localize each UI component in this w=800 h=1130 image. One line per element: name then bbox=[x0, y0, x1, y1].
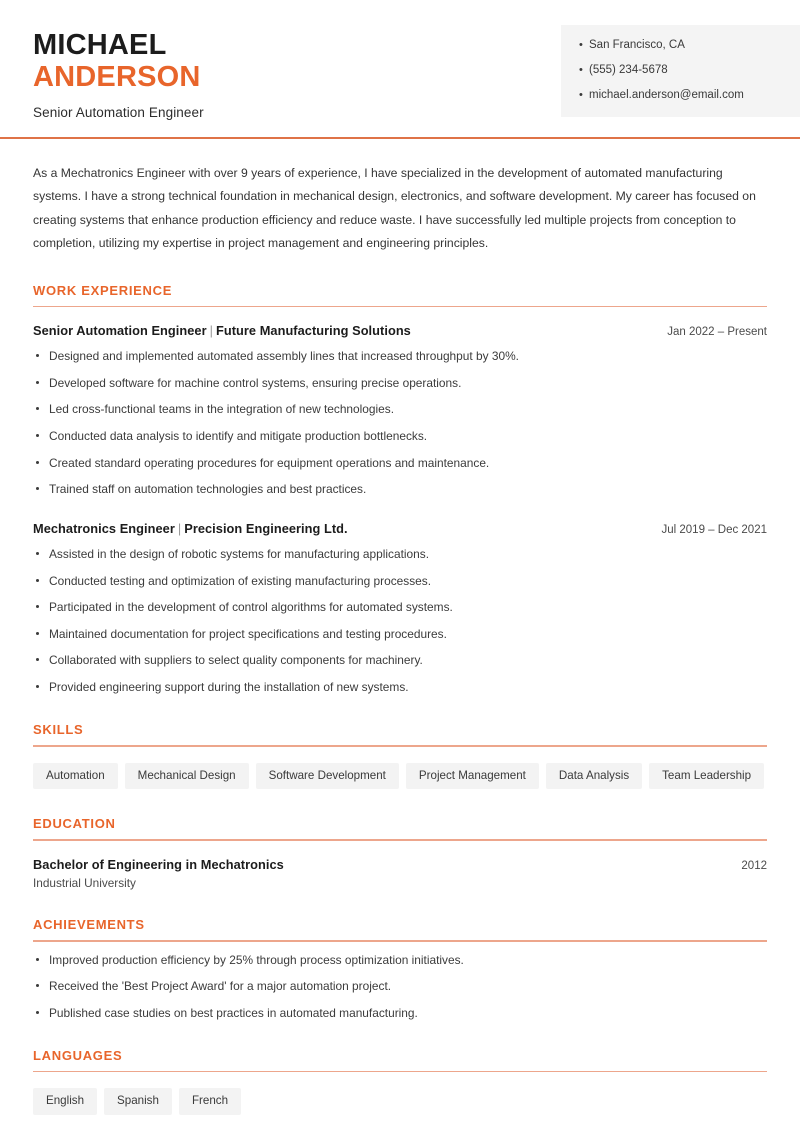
list-item: Developed software for machine control systems, ensuring precise operations. bbox=[33, 375, 767, 391]
experience-company: Future Manufacturing Solutions bbox=[215, 323, 411, 339]
contact-location-text: San Francisco, CA bbox=[589, 39, 685, 51]
list-item: Improved production efficiency by 25% through process optimization initiatives. bbox=[33, 952, 767, 968]
contact-phone-text: (555) 234-5678 bbox=[589, 63, 668, 76]
section-title-languages: LANGUAGES bbox=[33, 1047, 123, 1063]
skill-chip: Team Leadership bbox=[649, 763, 764, 790]
title-separator: | bbox=[177, 521, 182, 537]
identity-block bbox=[0, 25, 204, 120]
experience-entry bbox=[33, 323, 767, 497]
education-institution: Industrial University bbox=[33, 875, 136, 890]
section-divider bbox=[33, 940, 767, 942]
skill-chip: Automation bbox=[33, 763, 118, 790]
section-divider bbox=[33, 839, 767, 841]
skill-chip: Project Management bbox=[406, 763, 539, 790]
resume-body bbox=[0, 162, 800, 1115]
education-entry bbox=[33, 857, 767, 890]
experience-bullet-list bbox=[33, 546, 767, 695]
experience-date: Jan 2022 – Present bbox=[667, 326, 767, 339]
first-name: MICHAEL bbox=[33, 29, 167, 61]
list-item: Trained staff on automation technologies and best practices. bbox=[33, 481, 767, 497]
list-item: Assisted in the design of robotic systems for manufacturing applications. bbox=[33, 546, 767, 562]
section-skills bbox=[33, 722, 767, 789]
experience-bullet-list bbox=[33, 348, 767, 497]
contact-email-text: michael.anderson@email.com bbox=[589, 88, 744, 101]
contact-box bbox=[561, 25, 800, 117]
section-divider bbox=[33, 745, 767, 747]
skill-chip: Software Development bbox=[256, 763, 399, 790]
experience-role: Senior Automation Engineer bbox=[33, 323, 207, 339]
list-item: Led cross-functional teams in the integration of new technologies. bbox=[33, 401, 767, 417]
section-title-work-experience: WORK EXPERIENCE bbox=[33, 282, 173, 298]
experience-role: Mechatronics Engineer bbox=[33, 521, 175, 537]
list-item: Participated in the development of control algorithms for automated systems. bbox=[33, 599, 767, 615]
list-item: Collaborated with suppliers to select quality components for machinery. bbox=[33, 652, 767, 668]
list-item: Conducted testing and optimization of existing manufacturing processes. bbox=[33, 573, 767, 589]
list-item: Designed and implemented automated assembly lines that increased throughput by 30%. bbox=[33, 348, 767, 364]
skills-chip-list bbox=[33, 763, 767, 790]
language-chip: French bbox=[179, 1088, 241, 1115]
experience-title bbox=[33, 521, 348, 536]
section-education bbox=[33, 816, 767, 890]
section-divider bbox=[33, 306, 767, 308]
bullet-dot-icon: • bbox=[579, 39, 583, 51]
section-languages bbox=[33, 1048, 767, 1115]
section-achievements bbox=[33, 917, 767, 1021]
list-item: Provided engineering support during the installation of new systems. bbox=[33, 679, 767, 695]
education-entry-header bbox=[33, 857, 767, 872]
list-item: Received the 'Best Project Award' for a major automation project. bbox=[33, 978, 767, 994]
contact-item-phone bbox=[579, 64, 800, 78]
languages-chip-list bbox=[33, 1088, 767, 1115]
contact-item-email bbox=[579, 89, 800, 103]
section-title-achievements: ACHIEVEMENTS bbox=[33, 916, 145, 932]
bullet-dot-icon: • bbox=[579, 88, 583, 101]
section-divider bbox=[33, 1071, 767, 1073]
experience-entry bbox=[33, 521, 767, 695]
list-item: Maintained documentation for project specifications and testing procedures. bbox=[33, 626, 767, 642]
section-work-experience bbox=[33, 283, 767, 695]
contact-item-location bbox=[579, 39, 800, 53]
skill-chip: Data Analysis bbox=[546, 763, 642, 790]
experience-title bbox=[33, 323, 411, 338]
header-divider bbox=[0, 137, 800, 139]
skill-chip: Mechanical Design bbox=[125, 763, 249, 790]
experience-company: Precision Engineering Ltd. bbox=[184, 521, 348, 537]
list-item: Created standard operating procedures for equipment operations and maintenance. bbox=[33, 455, 767, 471]
headline-job-title: Senior Automation Engineer bbox=[33, 104, 204, 120]
experience-entry-header bbox=[33, 521, 767, 536]
education-degree: Bachelor of Engineering in Mechatronics bbox=[33, 856, 284, 872]
bullet-dot-icon: • bbox=[579, 63, 583, 76]
resume-header bbox=[0, 0, 800, 137]
experience-entry-header bbox=[33, 323, 767, 338]
list-item: Published case studies on best practices in automated manufacturing. bbox=[33, 1005, 767, 1021]
section-title-education: EDUCATION bbox=[33, 816, 116, 832]
section-title-skills: SKILLS bbox=[33, 722, 84, 738]
professional-summary: As a Mechatronics Engineer with over 9 years of experience, I have specialized in the development of automated manufacturing systems. I have a strong technical foundation in mechanical design, electronics, and software development. My career has focused on creating systems that enhance production efficiency and reduce waste. I have successfully led multiple projects from conception to completion, utilizing my expertise in project management and engineering principles. bbox=[33, 166, 756, 251]
language-chip: Spanish bbox=[104, 1088, 172, 1115]
list-item: Conducted data analysis to identify and mitigate production bottlenecks. bbox=[33, 428, 767, 444]
experience-date: Jul 2019 – Dec 2021 bbox=[661, 524, 767, 537]
achievements-list bbox=[33, 952, 767, 1021]
title-separator: | bbox=[209, 323, 213, 339]
language-chip: English bbox=[33, 1088, 97, 1115]
education-date: 2012 bbox=[741, 859, 767, 872]
last-name: ANDERSON bbox=[33, 61, 201, 94]
